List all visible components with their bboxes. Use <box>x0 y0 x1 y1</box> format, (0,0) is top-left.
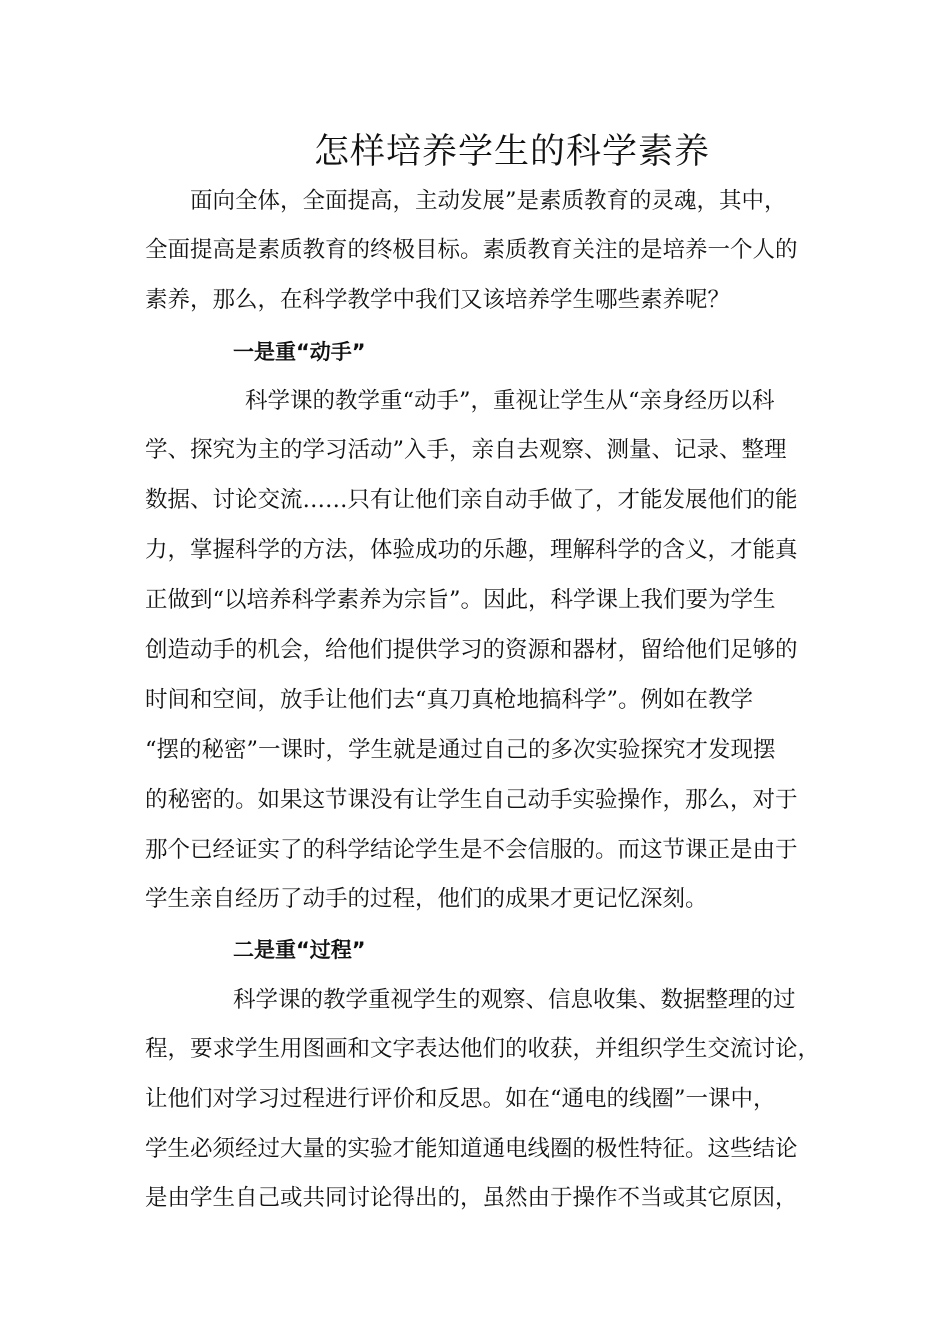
section-heading: 一是重“动手” <box>233 340 366 364</box>
paragraph-line: 正做到“以培养科学素养为宗旨”。因此，科学课上我们要为学生 <box>145 587 776 613</box>
paragraph-line: 全面提高是素质教育的终极目标。素质教育关注的是培养一个人的 <box>145 237 798 263</box>
section-heading: 二是重“过程” <box>233 938 366 962</box>
paragraph-line: 数据、讨论交流……只有让他们亲自动手做了，才能发展他们的能 <box>145 487 798 513</box>
paragraph-line: 程，要求学生用图画和文字表达他们的收获，并组织学生交流讨论， <box>145 1036 821 1062</box>
paragraph-line: 科学课的教学重视学生的观察、信息收集、数据整理的过 <box>233 987 796 1013</box>
paragraph-line: 力，掌握科学的方法，体验成功的乐趣，理解科学的含义，才能真 <box>145 537 798 563</box>
paragraph-line: 素养，那么，在科学教学中我们又该培养学生哪些素养呢？ <box>145 287 731 313</box>
paragraph-line: 是由学生自己或共同讨论得出的，虽然由于操作不当或其它原因， <box>145 1185 798 1211</box>
paragraph-line: 面向全体，全面提高，主动发展”是素质教育的灵魂，其中， <box>190 188 787 214</box>
paragraph-line: “摆的秘密”一课时，学生就是通过自己的多次实验探究才发现摆 <box>145 737 776 763</box>
paragraph-line: 学生亲自经历了动手的过程，他们的成果才更记忆深刻。 <box>145 886 708 912</box>
document-title: 怎样培养学生的科学素养 <box>313 132 710 172</box>
paragraph-line: 的秘密的。如果这节课没有让学生自己动手实验操作，那么，对于 <box>145 787 798 813</box>
paragraph-line: 学、探究为主的学习活动”入手，亲自去观察、测量、记录、整理 <box>145 437 787 463</box>
paragraph-line: 科学课的教学重“动手”，重视让学生从“亲身经历以科 <box>245 388 775 414</box>
paragraph-line: 学生必须经过大量的实验才能知道通电线圈的极性特征。这些结论 <box>145 1136 798 1162</box>
paragraph-line: 创造动手的机会，给他们提供学习的资源和器材，留给他们足够的 <box>145 637 798 663</box>
paragraph-line: 让他们对学习过程进行评价和反思。如在“通电的线圈”一课中， <box>145 1086 776 1112</box>
paragraph-line: 时间和空间，放手让他们去“真刀真枪地搞科学”。例如在教学 <box>145 687 754 713</box>
paragraph-line: 那个已经证实了的科学结论学生是不会信服的。而这节课正是由于 <box>145 837 798 863</box>
